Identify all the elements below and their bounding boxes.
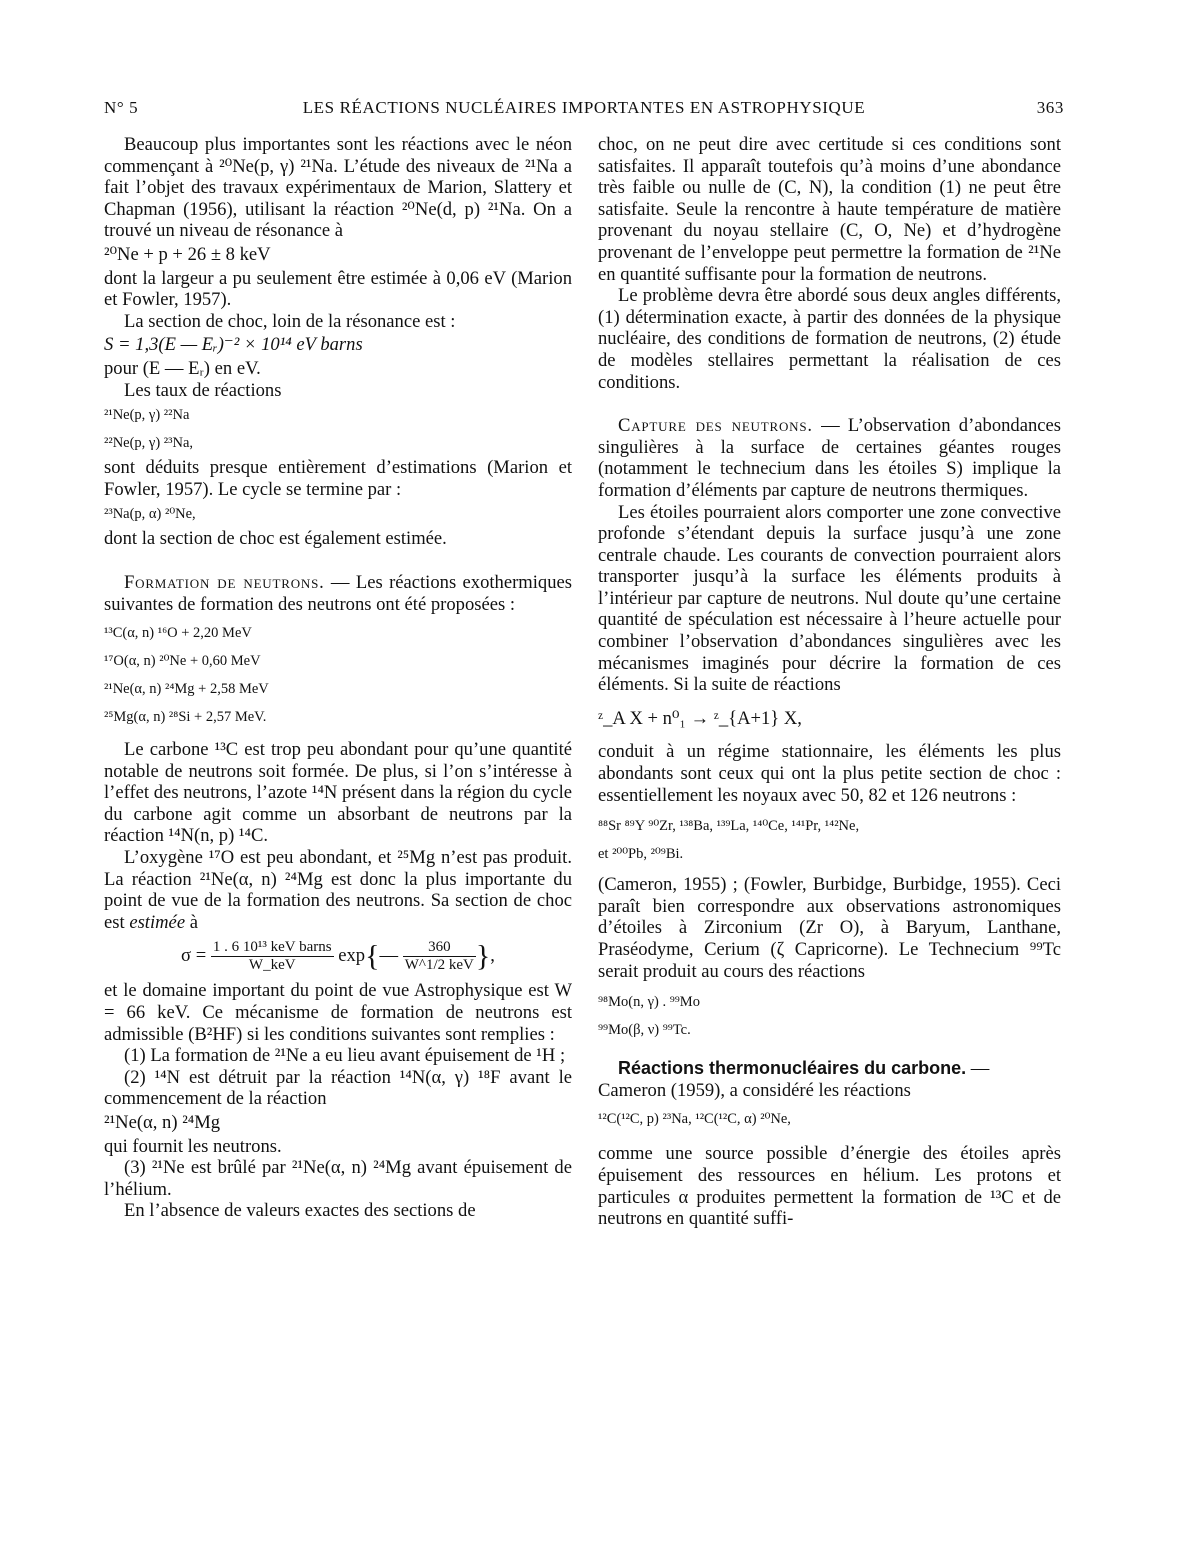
reaction-line: ¹⁷O(α, n) ²⁰Ne + 0,60 MeV xyxy=(104,653,261,670)
section-carbon xyxy=(598,1058,1061,1080)
paragraph: dont la section de choc est également estimée. xyxy=(104,528,447,550)
equation: ²³Na(p, α) ²⁰Ne, xyxy=(104,506,196,523)
page-header xyxy=(104,98,1064,122)
emphasis: estimée xyxy=(129,911,186,933)
condition-1: (1) La formation de ²¹Ne a eu lieu avant épuisement de ¹H ; xyxy=(124,1045,566,1067)
reaction-line: ²⁵Mg(α, n) ²⁸Si + 2,57 MeV. xyxy=(104,709,267,726)
fraction xyxy=(403,939,476,974)
paragraph-text-end: à xyxy=(185,911,198,933)
numerator: 1 . 6 10¹³ keV barns xyxy=(212,939,332,956)
reaction-line: ¹³C(α, n) ¹⁶O + 2,20 MeV xyxy=(104,625,252,642)
left-column xyxy=(104,134,572,1222)
equation: et ²⁰⁰Pb, ²⁰⁹Bi. xyxy=(598,846,684,863)
equation: ⁸⁸Sr ⁸⁹Y ⁹⁰Zr, ¹³⁸Ba, ¹³⁹La, ¹⁴⁰Ce, ¹⁴¹Pr, ¹⁴²Ne, xyxy=(598,818,860,835)
equation: ⁹⁹Mo(β, ν) ⁹⁹Tc. xyxy=(598,1022,691,1039)
section-heading: Réactions thermonucléaires du carbone. xyxy=(618,1058,967,1079)
paragraph: qui fournit les neutrons. xyxy=(104,1135,282,1157)
paragraph: Les étoiles pourraient alors comporter une zone convective profonde s’étendant depuis la surface jusqu’à une zone centrale chaude. Les courants de convection pourraient alors transporter jusqu’à la surface les éléments produits à l’intérieur par capture de neutrons. Nul doute qu’une certaine quantité de spéculation est nécessaire à l’heure actuelle pour combiner l’observation d’abondances singulières avec les mécanismes imaginés pour décrire la formation de ces éléments. Si la suite de réactions xyxy=(598,501,1061,696)
equation: ⁹⁸Mo(n, γ) . ⁹⁹Mo xyxy=(598,994,700,1011)
denominator: W^1/2 keV xyxy=(404,957,474,974)
running-title: LES RÉACTIONS NUCLÉAIRES IMPORTANTES EN ASTROPHYSIQUE xyxy=(302,98,866,117)
sigma-lhs: σ = xyxy=(181,945,207,967)
section-heading: Capture des neutrons. xyxy=(618,415,813,437)
section-text: — Les réactions exothermiques suivantes de formation des neutrons ont été proposées : xyxy=(104,571,572,615)
paragraph: conduit à un régime stationnaire, les éléments les plus abondants sont ceux qui ont la plus petite section de choc : essentiellement les noyaux avec 50, 82 et 126 neutrons : xyxy=(598,741,1061,806)
equation: ᶻ_A X + n⁰₁ → ᶻ_{A+1} X, xyxy=(598,707,802,729)
paragraph: Beaucoup plus importantes sont les réactions avec le néon commençant à ²⁰Ne(p, γ) ²¹Na. L’étude des niveaux de ²¹Na a fait l’objet des travaux expérimentaux de Marion, Slattery et Chapman (1956), utilisant la réaction ²⁰Ne(d, p) ²¹Na. On a trouvé un niveau de résonance à xyxy=(104,134,572,242)
paragraph: La section de choc, loin de la résonance est : xyxy=(124,310,456,332)
condition-2: (2) ¹⁴N est détruit par la réaction ¹⁴N(α, γ) ¹⁸F avant le commencement de la réaction xyxy=(104,1066,572,1110)
equation: ²²Ne(p, γ) ²³Na, xyxy=(104,435,194,452)
sigma-equation: σ = $\frac{\text{1 . 6 10¹³ keV barns}}{\text{W\_keV}}$ exp{— $\frac{360}{\text{W\textasciicircum{}1/2 keV}}$ }, xyxy=(181,939,495,974)
equation: ²⁰Ne + p + 26 ± 8 keV xyxy=(104,243,271,265)
equation: ¹²C(¹²C, p) ²³Na, ¹²C(¹²C, α) ²⁰Ne, xyxy=(598,1111,791,1128)
paragraph: pour (E — Eᵣ) en eV. xyxy=(104,357,261,379)
equation: S = 1,3(E — Eᵣ)⁻² × 10¹⁴ eV barns xyxy=(104,334,363,356)
equation: ²¹Ne(α, n) ²⁴Mg xyxy=(104,1112,221,1133)
right-column xyxy=(598,134,1061,1230)
paragraph: dont la largeur a pu seulement être estimée à 0,06 eV (Marion et Fowler, 1957). xyxy=(104,267,572,311)
exp-label: exp xyxy=(338,945,366,967)
paragraph: comme une source possible d’énergie des étoiles après épuisement des ressources en hélium. Les protons et particules α produites permettent la formation de ¹³C et de neutrons en quantité suffi- xyxy=(598,1143,1061,1230)
paragraph: Cameron (1959), a considéré les réactions xyxy=(598,1079,911,1101)
paragraph: (Cameron, 1955) ; (Fowler, Burbidge, Burbidge, 1955). Ceci paraît bien correspondre aux observations astronomiques d’étoiles à Zirconium (Zr O), à Baryum, Lanthane, Praséodyme, Cerium (ζ Capricorne). Le Technecium ⁹⁹Tc serait produit au cours des réactions xyxy=(598,874,1061,982)
equation: ²¹Ne(p, γ) ²²Na xyxy=(104,407,190,424)
issue-number: N° 5 xyxy=(104,98,139,117)
paragraph: et le domaine important du point de vue Astrophysique est W = 66 keV. Ce mécanisme de formation de neutrons est admissible (B²HF) si les conditions suivantes sont remplies : xyxy=(104,980,572,1045)
paragraph: sont déduits presque entièrement d’estimations (Marion et Fowler, 1957). Le cycle se termine par : xyxy=(104,457,572,500)
section-heading: Formation de neutrons. xyxy=(124,571,325,593)
heading-dash: — xyxy=(966,1058,990,1080)
paragraph xyxy=(104,847,572,933)
section-capture xyxy=(598,415,1061,501)
section-text: — L’observation d’abondances singulières à la surface de certaines géantes rouges (notamment le technecium dans les étoiles S) implique la formation d’éléments par capture de neutrons thermiques. xyxy=(598,415,1061,501)
paragraph: Le carbone ¹³C est trop peu abondant pour qu’une quantité notable de neutrons soit formée. De plus, si l’on s’intéresse à l’effet des neutrons, l’azote ¹⁴N présent dans la région du cycle du carbone agit comme un absorbant de neutrons par la réaction ¹⁴N(n, p) ¹⁴C. xyxy=(104,739,572,847)
section-formation xyxy=(104,572,572,615)
paragraph: Les taux de réactions xyxy=(124,379,282,401)
numerator: 360 xyxy=(403,939,476,957)
paragraph-text: L’oxygène ¹⁷O est peu abondant, et ²⁵Mg n’est pas produit. La réaction ²¹Ne(α, n) ²⁴Mg est donc la plus importante du point de vue de la formation des neutrons. Sa section de choc est xyxy=(104,847,572,933)
reaction-line: ²¹Ne(α, n) ²⁴Mg + 2,58 MeV xyxy=(104,681,269,698)
fraction xyxy=(211,939,334,974)
paragraph: choc, on ne peut dire avec certitude si ces conditions sont satisfaites. Il apparaît toutefois qu’à moins d’une abondance très faible ou nulle de (C, N), la condition (1) ne peut être satisfaite. Seule la rencontre à haute température de matière provenant du noyau stellaire (C, O, Ne) et d’hydrogène provenant de l’enveloppe peut permettre la formation de ²¹Ne en quantité suffisante pour la formation de neutrons. xyxy=(598,134,1061,285)
denominator: W_keV xyxy=(248,957,296,974)
paragraph: En l’absence de valeurs exactes des sections de xyxy=(124,1200,476,1222)
page-number: 363 xyxy=(1036,98,1064,117)
condition-3: (3) ²¹Ne est brûlé par ²¹Ne(α, n) ²⁴Mg avant épuisement de l’hélium. xyxy=(104,1157,572,1200)
paragraph: Le problème devra être abordé sous deux angles différents, (1) détermination exacte, à partir des données de la physique nucléaire, des conditions de formation de neutrons, (2) étude de modèles stellaires permettant la réalisation de ces conditions. xyxy=(598,285,1061,393)
